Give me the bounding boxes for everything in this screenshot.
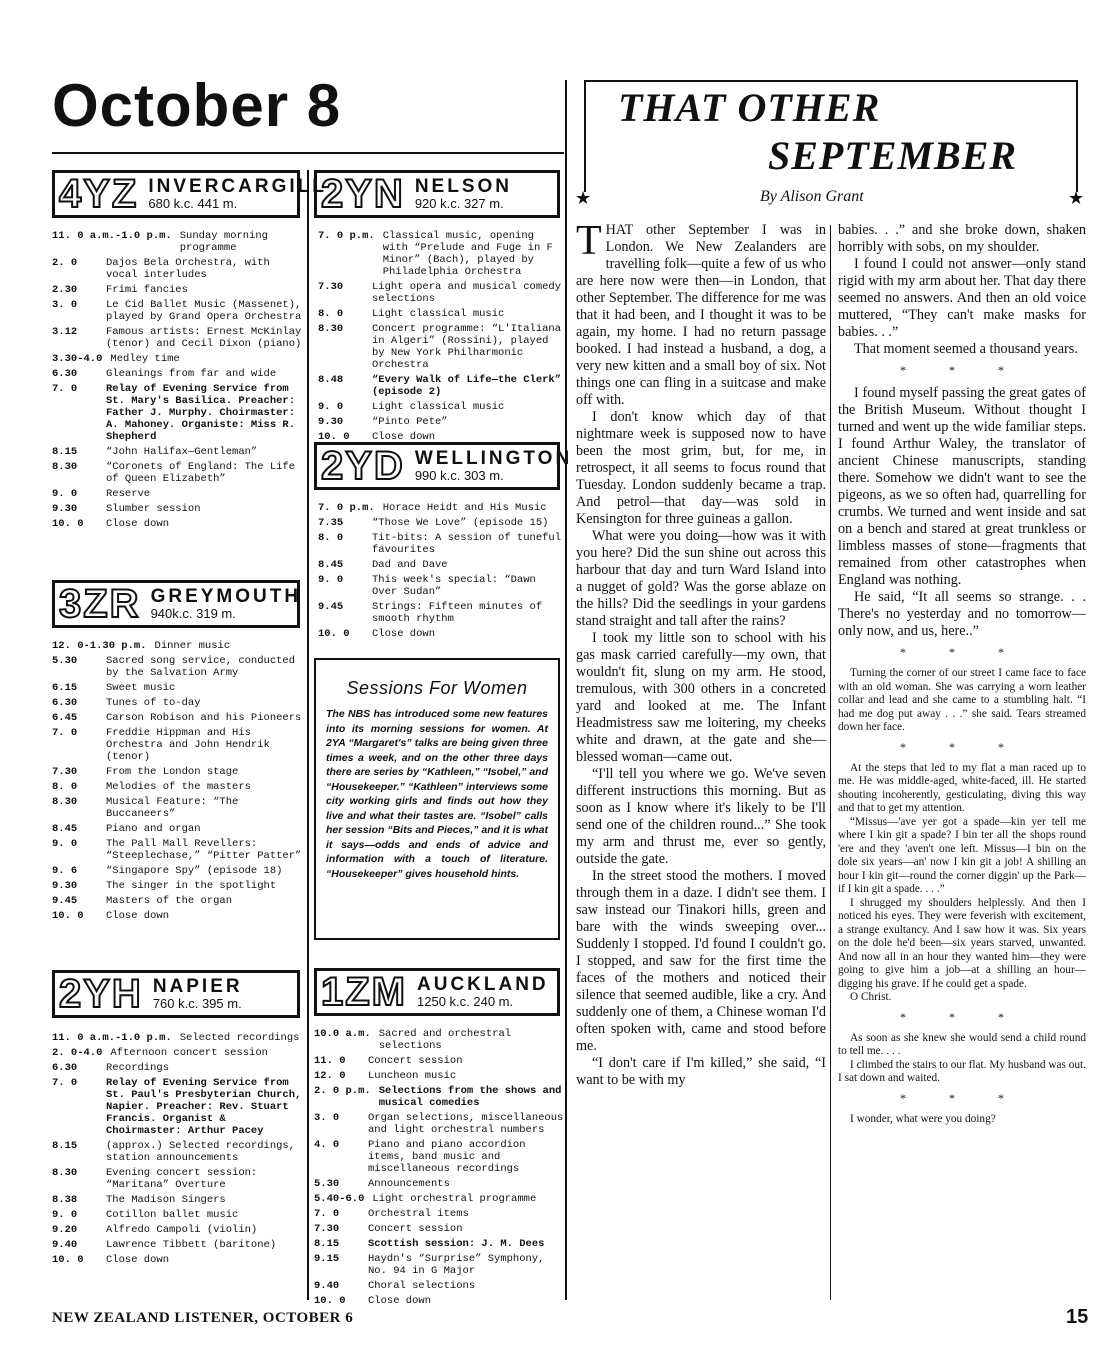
programme-time: 11. 0 <box>314 1055 346 1067</box>
programme-row <box>52 781 302 793</box>
programme-description: “Pinto Pete” <box>372 416 448 428</box>
programme-row <box>52 383 302 443</box>
programme-list-4yz <box>52 230 302 533</box>
programme-time: 9.40 <box>314 1280 340 1292</box>
section-divider: * * * <box>900 1009 1024 1024</box>
programme-time: 10.0 a.m. <box>314 1028 371 1040</box>
article-paragraph: What were you doing—how was it with you here? Did the sun shine out across this harbour that day and turn Ward Island into a nugget of gold? Was the gorse ablaze on the hills? Did the seedlings in your gardens stand straight and tall after the rains? <box>576 528 826 629</box>
programme-row <box>52 257 302 281</box>
station-frequency: 680 k.c. 441 m. <box>148 196 238 212</box>
programme-description: Close down <box>372 431 436 443</box>
programme-time: 7.30 <box>318 281 344 293</box>
station-city: INVERCARGILL <box>148 176 327 198</box>
programme-time: 9.20 <box>52 1224 78 1236</box>
programme-time: 2. 0 p.m. <box>314 1085 371 1097</box>
programme-time: 8.45 <box>318 559 344 571</box>
sessions-body: The NBS has introduced some new features into its morning sessions for women. At 2YA “Margaret's” talks are being given three times a week, and on the other three days there are series by “Kathleen,” “Isobel,” and “Housekeeper.” “Kathleen” interviews some city working girls and finds out how they live and what their tastes are. “Isobel” calls her session “Bits and Pieces,” and it is what it says—odds and ends of advice and information with a touch of literature. “Housekeeper” gives household hints. <box>326 708 548 880</box>
programme-time: 6.45 <box>52 712 78 724</box>
programme-description: Announcements <box>368 1178 450 1190</box>
station-frequency: 940k.c. 319 m. <box>150 606 236 622</box>
programme-description: Recordings <box>106 1062 170 1074</box>
article-byline: By Alison Grant <box>760 188 864 205</box>
station-call-sign: 3ZR <box>59 582 141 626</box>
programme-description: Dajos Bela Orchestra, with vocal interludes <box>106 257 270 281</box>
programme-description: Slumber session <box>106 503 201 515</box>
programme-row <box>314 1280 564 1292</box>
station-frequency: 920 k.c. 327 m. <box>414 196 504 212</box>
programme-description: Light opera and musical comedy selections <box>372 281 562 305</box>
programme-description: Luncheon music <box>368 1070 457 1082</box>
page-number: 15 <box>1066 1306 1089 1328</box>
programme-time: 5.40-6.0 <box>314 1193 365 1205</box>
programme-description: Sunday morning programme <box>179 230 268 254</box>
programme-description: Tunes of to-day <box>106 697 201 709</box>
programme-description: Tit-bits: A session of tuneful favourites <box>372 532 562 556</box>
programme-time: 3. 0 <box>52 299 78 311</box>
programme-list-2yn <box>318 230 564 446</box>
programme-row <box>314 1295 564 1307</box>
programme-description: Close down <box>106 910 170 922</box>
programme-description: Dad and Dave <box>372 559 448 571</box>
programme-row <box>318 416 564 428</box>
station-call-sign: 4YZ <box>59 172 139 216</box>
programme-description: Sacred and orchestral selections <box>378 1028 512 1052</box>
programme-time: 5.30 <box>314 1178 340 1190</box>
programme-row <box>52 823 302 835</box>
programme-row <box>318 308 564 320</box>
programme-description: Le Cid Ballet Music (Massenet), played by Grand Opera Orchestra <box>106 299 302 323</box>
programme-time: 8.30 <box>52 461 78 473</box>
article-paragraph: That moment seemed a thousand years. <box>854 341 1078 357</box>
programme-time: 8.30 <box>52 796 78 808</box>
programme-description: Selections from the shows and musical comedies <box>378 1085 562 1109</box>
footer-publication: NEW ZEALAND LISTENER, OCTOBER 6 <box>52 1310 354 1326</box>
programme-description: Classical music, opening with “Prelude and Fuge in F Minor” (Bach), played by Philadelphia Orchestra <box>382 230 553 278</box>
programme-description: (approx.) Selected recordings, station announcements <box>106 1140 296 1164</box>
article-paragraph: “I don't care if I'm killed,” she said, “I want to be with my <box>576 1055 826 1088</box>
station-call-sign: 2YN <box>321 172 405 216</box>
programme-row <box>314 1208 564 1220</box>
programme-row <box>314 1223 564 1235</box>
programme-description: From the London stage <box>106 766 239 778</box>
article-paragraph: “I'll tell you where we go. We've seven different instructions this morning. But as soon as I know where it's likely to be I'll send one of the children round...” She took my arm and thrust me, ever so gently, outside the gate. <box>576 766 826 867</box>
programme-row <box>318 574 564 598</box>
programme-list-2yh <box>52 1032 302 1269</box>
programme-description: Piano and organ <box>106 823 201 835</box>
section-divider: * * * <box>900 1090 1024 1105</box>
programme-time: 2. 0 <box>52 257 78 269</box>
programme-row <box>318 401 564 413</box>
programme-description: “Those We Love” (episode 15) <box>372 517 549 529</box>
programme-list-1zm <box>314 1028 564 1310</box>
programme-description: Horace Heidt and His Music <box>382 502 547 514</box>
programme-description: Frimi fancies <box>106 284 188 296</box>
programme-row <box>52 1239 302 1251</box>
programme-time: 2.30 <box>52 284 78 296</box>
programme-row <box>52 368 302 380</box>
station-frequency: 760 k.c. 395 m. <box>152 996 242 1012</box>
star-icon: ★ <box>1068 188 1085 208</box>
programme-time: 9.30 <box>52 880 78 892</box>
sessions-for-women-box <box>314 658 560 940</box>
programme-row <box>52 1062 302 1074</box>
programme-row <box>318 230 564 278</box>
station-header-2yh <box>52 970 300 1018</box>
programme-row <box>52 446 302 458</box>
programme-time: 8.45 <box>52 823 78 835</box>
article-paragraph: I took my little son to school with his gas mask carried carefully—my own, that wouldn't fit, slung on my arm. He stood, tremulous, with 300 others in a concreted yard and looked at me. The Infant Headmistress saw me loitering, my cheeks white and drawn, at the gate and she—blessed woman—came out. <box>576 630 826 765</box>
programme-description: The Madison Singers <box>106 1194 226 1206</box>
programme-row <box>52 880 302 892</box>
programme-row <box>52 712 302 724</box>
drop-cap: T <box>576 218 602 264</box>
programme-time: 4. 0 <box>314 1139 340 1151</box>
programme-time: 7. 0 <box>52 383 78 395</box>
article-paragraph: I wonder, what were you doing? <box>850 1112 996 1125</box>
programme-description: Dinner music <box>154 640 231 652</box>
article-paragraph: In the street stood the mothers. I moved through them in a daze. I didn't see them. I saw instead our Tinakori hills, green and bare with the winds sweeping over... Suddenly I stopped. I'd found I couldn't go. I stopped, and saw for the first time the faces of the mothers and noticed their silence that seemed audible, like a cry. And suddenly one of them, a Chinese woman I'd often spoken with, came and stood before me. <box>576 868 826 1054</box>
programme-description: Relay of Evening Service from St. Paul's Presbyterian Church, Napier. Preacher: Rev. Stuart Francis. Organist & Choirmaster: Arthur Pacey <box>106 1077 302 1137</box>
programme-row <box>314 1055 564 1067</box>
programme-description: Haydn's “Surprise” Symphony, No. 94 in G Major <box>368 1253 545 1277</box>
programme-time: 7.30 <box>314 1223 340 1235</box>
programme-row <box>318 559 564 571</box>
programme-row <box>318 281 564 305</box>
programme-time: 7.30 <box>52 766 78 778</box>
programme-row <box>52 353 302 365</box>
article-column-2 <box>838 222 1086 1126</box>
programme-time: 7. 0 p.m. <box>318 502 375 514</box>
programme-description: Carson Robison and his Pioneers <box>106 712 302 724</box>
header-rule <box>52 152 564 154</box>
station-call-sign: 2YH <box>59 972 143 1016</box>
programme-row <box>318 323 564 371</box>
programme-row <box>52 1167 302 1191</box>
station-header-2yn <box>314 170 560 218</box>
programme-time: 8.48 <box>318 374 344 386</box>
programme-row <box>314 1070 564 1082</box>
programme-row <box>52 299 302 323</box>
programme-time: 11. 0 a.m.-1.0 p.m. <box>52 230 172 242</box>
programme-row <box>52 865 302 877</box>
programme-time: 9. 0 <box>318 574 344 586</box>
programme-row <box>52 1254 302 1266</box>
programme-time: 8. 0 <box>318 308 344 320</box>
article-paragraph: HAT other September I was in London. We New Zealanders are travelling folk—quite a few of us who are here now were then—in London, that other September. The difference for me was that it had been, and I thought it was to be again, my home. I had no return passage booked. I had instead a husband, a dog, a very new kitten and a small boy of six. Not things one can fling in a suitcase and make off with. <box>576 222 826 408</box>
programme-description: Sacred song service, conducted by the Salvation Army <box>106 655 296 679</box>
station-call-sign: 2YD <box>321 444 405 488</box>
programme-description: Organ selections, miscellaneous and light orchestral numbers <box>368 1112 564 1136</box>
programme-row <box>52 1032 302 1044</box>
programme-time: 8.15 <box>52 446 78 458</box>
programme-row <box>314 1253 564 1277</box>
column-divider-middle <box>565 80 567 1300</box>
programme-time: 9.45 <box>318 601 344 613</box>
programme-description: Lawrence Tibbett (baritone) <box>106 1239 277 1251</box>
article-paragraph: O Christ. <box>850 991 892 1003</box>
programme-time: 9. 0 <box>52 1209 78 1221</box>
programme-row <box>318 517 564 529</box>
programme-time: 9.15 <box>314 1253 340 1265</box>
programme-description: Gleanings from far and wide <box>106 368 277 380</box>
programme-time: 8.30 <box>318 323 344 335</box>
programme-row <box>52 1194 302 1206</box>
programme-time: 7. 0 <box>314 1208 340 1220</box>
column-divider-article <box>830 225 831 1300</box>
programme-row <box>52 727 302 763</box>
programme-description: Relay of Evening Service from St. Mary's Basilica. Preacher: Father J. Murphy. Choirmaster: A. Mahoney. Organiste: Miss R. Shepherd <box>106 383 296 443</box>
programme-list-3zr <box>52 640 302 925</box>
article-paragraph: babies. . .” and she broke down, shaken horribly with sobs, on my shoulder. <box>838 222 1086 255</box>
programme-row <box>52 895 302 907</box>
programme-description: Concert session <box>368 1223 463 1235</box>
programme-row <box>318 502 564 514</box>
programme-description: Cotillon ballet music <box>106 1209 239 1221</box>
programme-description: Melodies of the masters <box>106 781 251 793</box>
programme-row <box>52 682 302 694</box>
programme-row <box>52 230 302 254</box>
programme-description: Piano and piano accordion items, band music and miscellaneous recordings <box>368 1139 526 1175</box>
programme-description: Famous artists: Ernest McKinlay (tenor) and Cecil Dixon (piano) <box>106 326 302 350</box>
programme-time: 3. 0 <box>314 1112 340 1124</box>
programme-time: 9. 0 <box>318 401 344 413</box>
programme-description: Light orchestral programme <box>372 1193 537 1205</box>
station-header-4yz <box>52 170 327 218</box>
programme-time: 9.40 <box>52 1239 78 1251</box>
station-header-2yd <box>314 442 573 490</box>
article-paragraph: At the steps that led to my flat a man raced up to me. He was middle-aged, white-faced, ill. He started shouting incoherently, gesticulating, diving this way and that to get my attention. <box>838 761 1086 814</box>
programme-time: 3.12 <box>52 326 78 338</box>
programme-row <box>52 1209 302 1221</box>
programme-row <box>314 1193 564 1205</box>
column-divider-left <box>307 170 309 1300</box>
programme-description: Light classical music <box>372 401 505 413</box>
programme-description: Scottish session: J. M. Dees <box>368 1238 545 1250</box>
programme-description: Musical Feature: “The Buccaneers” <box>106 796 239 820</box>
article-title-line2: SEPTEMBER <box>768 133 1018 178</box>
station-city: GREYMOUTH <box>150 586 302 608</box>
programme-time: 11. 0 a.m.-1.0 p.m. <box>52 1032 172 1044</box>
programme-time: 6.30 <box>52 697 78 709</box>
article-paragraph: I climbed the stairs to our flat. My husband was out. I sat down and waited. <box>838 1058 1086 1084</box>
programme-row <box>52 461 302 485</box>
programme-description: “Coronets of England: The Life of Queen Elizabeth” <box>106 461 296 485</box>
article-paragraph: Turning the corner of our street I came face to face with an old woman. She was carrying a worn leather collar and lead and she came to a stumbling halt. “I had me dog put away . . .” she said. Tears streamed down her face. <box>838 667 1086 733</box>
programme-description: Concert programme: “L'Italiana in Algeri” (Rossini), played by New York Philharmonic Orchestra <box>372 323 562 371</box>
programme-row <box>314 1178 564 1190</box>
programme-description: Close down <box>106 518 170 530</box>
article-paragraph: I shrugged my shoulders helplessly. And then I noticed his eyes. They were feverish with excitement, a strange exultancy. And I saw how it was. Six years on the dole he'd been—six years starved, unwanted. And now all in an hour they wanted him—they were going to give him a job—at a shilling an hour—digging his grave. If he could get a spade. <box>838 896 1086 990</box>
programme-description: “Every Walk of Life—the Clerk” (episode 2) <box>372 374 562 398</box>
programme-row <box>52 655 302 679</box>
programme-time: 6.30 <box>52 368 78 380</box>
station-frequency: 1250 k.c. 240 m. <box>417 994 514 1010</box>
programme-row <box>318 532 564 556</box>
programme-time: 10. 0 <box>314 1295 346 1307</box>
programme-row <box>52 518 302 530</box>
programme-description: Sweet music <box>106 682 176 694</box>
programme-time: 3.30-4.0 <box>52 353 103 365</box>
programme-row <box>52 796 302 820</box>
programme-time: 8. 0 <box>52 781 78 793</box>
programme-time: 8. 0 <box>318 532 344 544</box>
programme-row <box>52 284 302 296</box>
programme-description: Medley time <box>110 353 180 365</box>
programme-description: Evening concert session: “Maritana” Overture <box>106 1167 258 1191</box>
programme-time: 2. 0-4.0 <box>52 1047 103 1059</box>
programme-time: 8.15 <box>52 1140 78 1152</box>
programme-time: 10. 0 <box>318 628 350 640</box>
programme-time: 6.30 <box>52 1062 78 1074</box>
station-header-3zr <box>52 580 300 628</box>
programme-row <box>52 488 302 500</box>
station-city: NAPIER <box>152 976 243 998</box>
programme-row <box>52 1077 302 1137</box>
programme-description: Masters of the organ <box>106 895 233 907</box>
section-divider: * * * <box>900 363 1024 377</box>
programme-description: Concert session <box>368 1055 463 1067</box>
programme-row <box>52 1224 302 1236</box>
article-paragraph: As soon as she knew she would send a child round to tell me. . . . <box>838 1031 1086 1057</box>
article-paragraph: I found myself passing the great gates of the British Museum. Without thought I turned and went up the wide familiar steps. I found Arthur Waley, the translator of ancient Chinese manuscripts, standing there. Somehow we didn't want to see the pigeons, as we so often had, quarrelling for crumbs. We turned and went inside and sat on a bench and stared at great trunkless or limbless masses of stone—fragments that remained from other catastrophes when England was nothing. <box>838 385 1086 588</box>
programme-description: Light classical music <box>372 308 505 320</box>
article-paragraph: He said, “It all seems so strange. . . There's no yesterday and no tomorrow—only now, and us, here..” <box>838 589 1086 639</box>
programme-row <box>314 1112 564 1136</box>
section-divider: * * * <box>900 645 1024 659</box>
programme-description: Selected recordings <box>179 1032 300 1044</box>
programme-description: Alfredo Campoli (violin) <box>106 1224 258 1236</box>
programme-time: 8.15 <box>314 1238 340 1250</box>
programme-row <box>52 1047 302 1059</box>
programme-row <box>52 910 302 922</box>
programme-row <box>318 601 564 625</box>
article-title-line1: THAT OTHER <box>618 85 881 130</box>
programme-row <box>52 697 302 709</box>
programme-description: Close down <box>372 628 436 640</box>
programme-row <box>314 1028 564 1052</box>
programme-row <box>52 503 302 515</box>
article-column-1 <box>576 218 826 1089</box>
article-paragraph: I don't know which day of that nightmare week is supposed now to have been the most grim, but, for me, in retrospect, it all seems to focus round that Tuesday. London suddenly became a trap. And petrol—that day—was sold in Kensington for three guineas a gallon. <box>576 409 826 527</box>
programme-description: This week's special: “Dawn Over Sudan” <box>372 574 536 598</box>
programme-row <box>318 628 564 640</box>
programme-description: “John Halifax—Gentleman” <box>106 446 258 458</box>
programme-description: The Pall Mall Revellers: “Steeplechase,” “Pitter Patter” <box>106 838 302 862</box>
station-frequency: 990 k.c. 303 m. <box>414 468 504 484</box>
star-icon: ★ <box>575 188 592 208</box>
programme-description: Strings: Fifteen minutes of smooth rhythm <box>372 601 543 625</box>
programme-row <box>52 1140 302 1164</box>
programme-description: Freddie Hippman and His Orchestra and John Hendrik (tenor) <box>106 727 270 763</box>
programme-time: 9.30 <box>52 503 78 515</box>
programme-time: 12. 0 <box>314 1070 346 1082</box>
station-city: NELSON <box>414 176 512 198</box>
programme-time: 6.15 <box>52 682 78 694</box>
programme-description: Reserve <box>106 488 151 500</box>
programme-description: The singer in the spotlight <box>106 880 277 892</box>
programme-description: Choral selections <box>368 1280 476 1292</box>
programme-time: 9. 0 <box>52 838 78 850</box>
programme-time: 10. 0 <box>52 910 84 922</box>
programme-time: 5.30 <box>52 655 78 667</box>
programme-time: 10. 0 <box>52 518 84 530</box>
programme-description: Orchestral items <box>368 1208 469 1220</box>
station-header-1zm <box>314 968 560 1016</box>
programme-row <box>52 326 302 350</box>
programme-time: 10. 0 <box>52 1254 84 1266</box>
sessions-title: Sessions For Women <box>346 678 528 698</box>
station-call-sign: 1ZM <box>321 970 407 1014</box>
programme-time: 7. 0 <box>52 1077 78 1089</box>
programme-row <box>52 640 302 652</box>
programme-row <box>314 1238 564 1250</box>
programme-time: 9.45 <box>52 895 78 907</box>
programme-description: Close down <box>368 1295 432 1307</box>
programme-time: 7. 0 <box>52 727 78 739</box>
programme-time: 10. 0 <box>318 431 350 443</box>
programme-row <box>52 838 302 862</box>
programme-time: 7.35 <box>318 517 344 529</box>
programme-time: 12. 0-1.30 p.m. <box>52 640 147 652</box>
programme-time: 7. 0 p.m. <box>318 230 375 242</box>
section-divider: * * * <box>900 739 1024 754</box>
programme-time: 9. 6 <box>52 865 78 877</box>
programme-row <box>52 766 302 778</box>
programme-time: 9. 0 <box>52 488 78 500</box>
article-paragraph: I found I could not answer—only stand rigid with my arm about her. That day there seemed no answers. And then an old voice muttered, “They can't make masks for babies. . .” <box>838 256 1086 340</box>
programme-row <box>314 1139 564 1175</box>
programme-description: Close down <box>106 1254 170 1266</box>
article-paragraph: “Missus—'ave yer got a spade—kin yer tell me where I kin git a spade? I bin ter all the shops round 'ere and they 'aven't one left. Missus—I bin on the dole six years—an' now I kin git a job! A shilling an hour I kin git—round the corner diggin' up the Park—if I kin git a spade. . . .” <box>838 815 1086 895</box>
programme-row <box>318 374 564 398</box>
programme-row <box>314 1085 564 1109</box>
station-city: WELLINGTON <box>414 448 573 470</box>
programme-list-2yd <box>318 502 564 643</box>
programme-description: Afternoon concert session <box>110 1047 268 1059</box>
programme-time: 8.38 <box>52 1194 78 1206</box>
programme-time: 9.30 <box>318 416 344 428</box>
station-city: AUCKLAND <box>417 974 549 996</box>
page-date-title: October 8 <box>52 72 342 139</box>
programme-description: “Singapore Spy” (episode 18) <box>106 865 283 877</box>
programme-time: 8.30 <box>52 1167 78 1179</box>
